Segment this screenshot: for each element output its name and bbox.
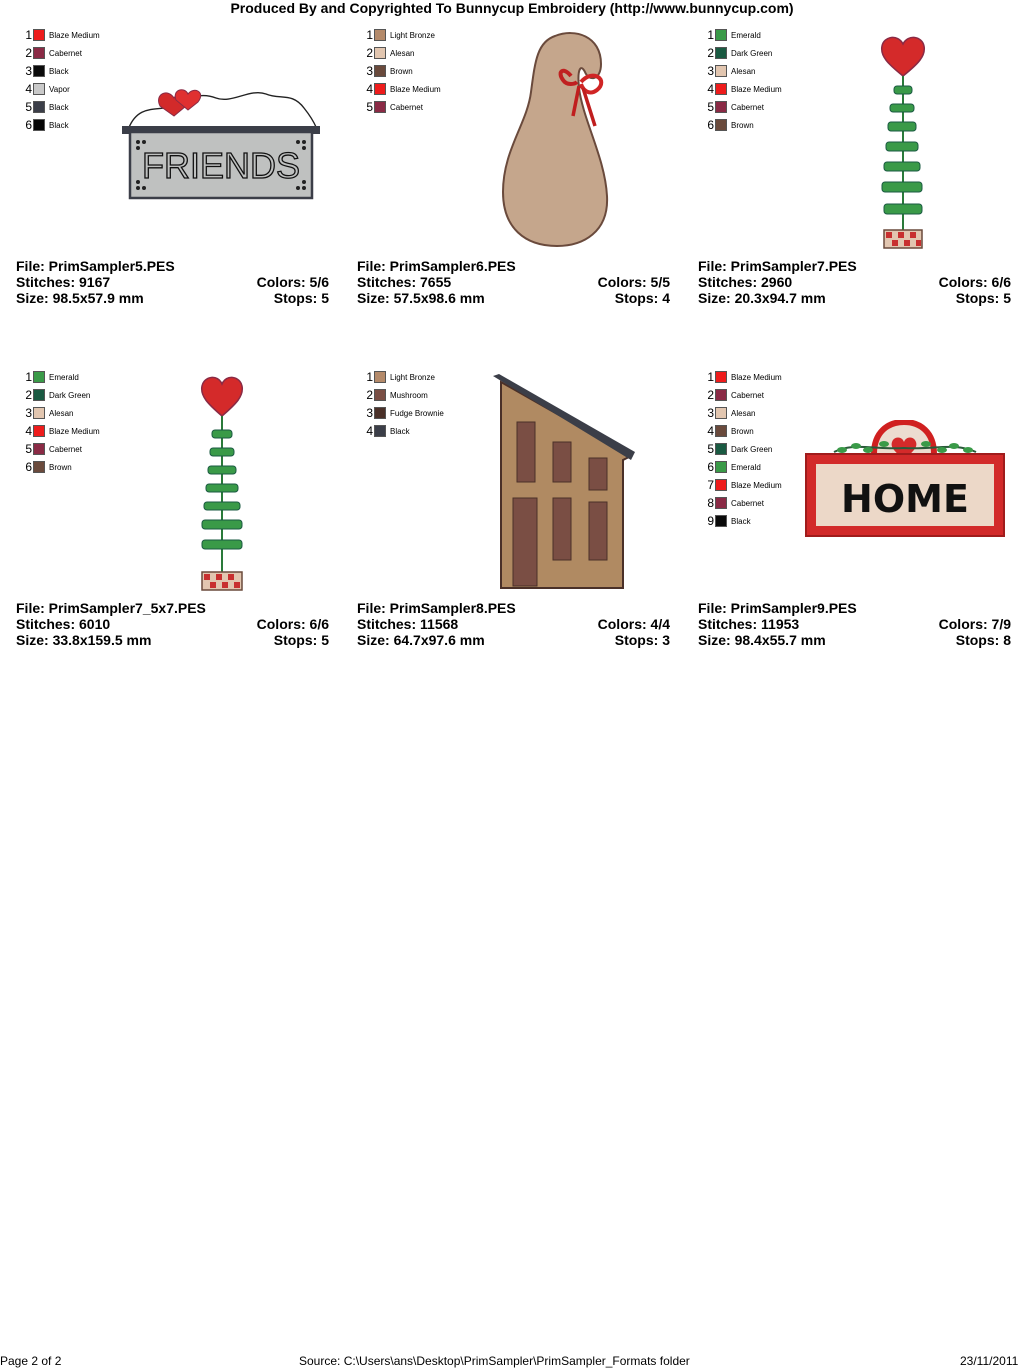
file-line [698,600,1011,616]
palette-row [702,62,782,80]
colors-label: Colors: [597,274,647,290]
thread-name: Emerald [731,462,761,472]
palette-number: 3 [707,64,714,78]
palette-number: 4 [25,424,32,438]
palette-number: 1 [366,370,373,384]
palette-row [361,386,444,404]
thread-name: Alesan [49,408,74,418]
size-stops-line [16,290,329,306]
palette-row [20,422,100,440]
stops-label: Stops: [273,632,318,648]
color-swatch [374,47,386,59]
stitches-label: Stitches: [698,616,758,632]
design-info [698,600,1011,648]
file-name: PrimSampler8.PES [389,600,516,616]
color-swatch [715,101,727,113]
color-swatch [33,65,45,77]
size-value: 33.8x159.5 mm [52,632,152,648]
design-info [357,258,670,306]
thread-name: Fudge Brownie [390,408,444,418]
thread-name: Cabernet [731,498,764,508]
palette-row [20,98,100,116]
stops-label: Stops: [955,290,1000,306]
palette-number: 2 [366,388,373,402]
design-info [357,600,670,648]
palette-number: 1 [25,370,32,384]
home-sign-text: HOME [841,477,969,521]
stitches-colors-line [16,274,329,290]
gourd-design [497,28,625,250]
thread-name: Blaze Medium [49,426,100,436]
thread-name: Brown [731,120,754,130]
palette [20,26,100,134]
heart-topiary-design [878,32,928,250]
colors-value: 6/6 [309,616,329,632]
palette-number: 9 [707,514,714,528]
color-swatch [715,371,727,383]
thread-name: Alesan [390,48,415,58]
file-label: File: [357,600,386,616]
palette-number: 6 [25,118,32,132]
palette-row [702,512,782,530]
color-swatch [33,389,45,401]
palette-number: 3 [25,64,32,78]
color-swatch [715,407,727,419]
stops-label: Stops: [955,632,1000,648]
color-swatch [715,83,727,95]
stops-value: 5 [1003,290,1011,306]
design-cell-6 [698,368,1014,688]
palette-number: 2 [707,388,714,402]
file-name: PrimSampler9.PES [730,600,857,616]
design-cell-4 [16,368,332,688]
colors-label: Colors: [938,616,988,632]
palette-row [702,98,782,116]
size-value: 98.4x55.7 mm [734,632,826,648]
palette-number: 5 [707,442,714,456]
file-name: PrimSampler7_5x7.PES [48,600,206,616]
color-swatch [715,65,727,77]
palette-number: 2 [366,46,373,60]
color-swatch [715,47,727,59]
color-swatch [715,461,727,473]
color-swatch [374,371,386,383]
thread-name: Light Bronze [390,30,435,40]
palette-row [20,44,100,62]
color-swatch [374,407,386,419]
palette-row [361,44,441,62]
thread-name: Cabernet [390,102,423,112]
heart-topiary-tall-design [200,372,244,592]
design-info [16,258,329,306]
stitches-value: 11568 [420,616,459,632]
palette-row [361,404,444,422]
colors-value: 5/6 [309,274,329,290]
palette-number: 4 [707,82,714,96]
file-label: File: [698,600,727,616]
palette-row [361,62,441,80]
thread-name: Blaze Medium [731,372,782,382]
thread-name: Vapor [49,84,70,94]
palette-number: 5 [25,100,32,114]
palette-number: 8 [707,496,714,510]
home-sign-design [804,420,1006,540]
palette-row [361,98,441,116]
stitches-label: Stitches: [16,274,76,290]
palette-number: 5 [366,100,373,114]
size-value: 57.5x98.6 mm [393,290,485,306]
size-stops-line [16,632,329,648]
palette-number: 7 [707,478,714,492]
palette-row [361,80,441,98]
file-line [357,258,670,274]
design-info [16,600,329,648]
palette-row [20,26,100,44]
footer-source: Source: C:\Users\ans\Desktop\PrimSampler\PrimSampler_Formats folder [299,1354,690,1368]
color-swatch [715,425,727,437]
thread-name: Dark Green [49,390,91,400]
palette-number: 1 [366,28,373,42]
palette-row [702,476,782,494]
friends-sign-design [120,82,324,204]
palette-row [361,26,441,44]
color-swatch [33,47,45,59]
thread-name: Black [49,66,69,76]
stitches-colors-line [698,274,1011,290]
palette-row [702,116,782,134]
size-label: Size: [16,632,49,648]
file-name: PrimSampler7.PES [730,258,857,274]
color-swatch [374,389,386,401]
color-swatch [715,119,727,131]
design-cell-2 [357,26,673,346]
thread-name: Dark Green [731,444,773,454]
stitches-colors-line [16,616,329,632]
thread-name: Cabernet [731,390,764,400]
friends-sign-text: FRIENDS [141,145,301,186]
size-label: Size: [357,632,390,648]
palette-number: 4 [25,82,32,96]
size-stops-line [357,632,670,648]
design-info [698,258,1011,306]
thread-name: Light Bronze [390,372,435,382]
palette-row [702,458,782,476]
palette-number: 4 [366,82,373,96]
palette-row [361,422,444,440]
color-swatch [374,29,386,41]
stitches-label: Stitches: [16,616,76,632]
thread-name: Cabernet [49,444,82,454]
color-swatch [33,371,45,383]
color-swatch [715,515,727,527]
design-cell-5 [357,368,673,688]
palette-number: 2 [25,388,32,402]
footer-date: 23/11/2011 [960,1354,1019,1368]
color-swatch [715,29,727,41]
palette-number: 3 [707,406,714,420]
color-swatch [33,461,45,473]
colors-value: 5/5 [650,274,670,290]
size-value: 20.3x94.7 mm [734,290,826,306]
thread-name: Emerald [731,30,761,40]
palette-number: 5 [707,100,714,114]
color-swatch [33,407,45,419]
palette [361,368,444,440]
stitches-colors-line [698,616,1011,632]
colors-label: Colors: [597,616,647,632]
color-swatch [374,83,386,95]
size-label: Size: [698,290,731,306]
stitches-value: 9167 [79,274,111,290]
palette-row [20,458,100,476]
color-swatch [374,101,386,113]
stops-value: 5 [321,290,329,306]
thread-name: Cabernet [49,48,82,58]
stops-value: 8 [1003,632,1011,648]
file-name: PrimSampler5.PES [48,258,175,274]
palette-row [702,422,782,440]
file-line [698,258,1011,274]
stitches-label: Stitches: [357,616,417,632]
palette-row [702,44,782,62]
file-label: File: [698,258,727,274]
thread-name: Alesan [731,66,756,76]
color-swatch [33,425,45,437]
palette-row [702,404,782,422]
palette-number: 1 [25,28,32,42]
color-swatch [33,101,45,113]
size-stops-line [698,632,1011,648]
palette-number: 6 [707,118,714,132]
file-name: PrimSampler6.PES [389,258,516,274]
palette-row [702,26,782,44]
palette-number: 4 [366,424,373,438]
stops-label: Stops: [614,290,659,306]
colors-label: Colors: [256,616,306,632]
size-value: 98.5x57.9 mm [52,290,144,306]
palette-row [702,440,782,458]
palette-row [20,116,100,134]
palette-row [20,404,100,422]
palette-number: 3 [25,406,32,420]
palette-number: 3 [366,64,373,78]
palette-row [20,62,100,80]
color-swatch [33,443,45,455]
palette-number: 3 [366,406,373,420]
palette-number: 1 [707,370,714,384]
thread-name: Alesan [731,408,756,418]
thread-name: Dark Green [731,48,773,58]
colors-value: 7/9 [991,616,1011,632]
thread-name: Brown [390,66,413,76]
palette [702,26,782,134]
color-swatch [374,65,386,77]
thread-name: Blaze Medium [731,84,782,94]
size-stops-line [357,290,670,306]
stitches-value: 11953 [761,616,800,632]
color-swatch [33,29,45,41]
size-value: 64.7x97.6 mm [393,632,485,648]
color-swatch [715,479,727,491]
color-swatch [374,425,386,437]
palette-number: 2 [707,46,714,60]
size-label: Size: [357,290,390,306]
thread-name: Blaze Medium [49,30,100,40]
palette-row [20,80,100,98]
color-swatch [715,389,727,401]
thread-name: Mushroom [390,390,428,400]
palette-row [702,80,782,98]
color-swatch [715,443,727,455]
palette-number: 5 [25,442,32,456]
thread-name: Blaze Medium [731,480,782,490]
color-swatch [715,497,727,509]
color-swatch [33,119,45,131]
palette [702,368,782,530]
file-line [16,600,329,616]
colors-label: Colors: [256,274,306,290]
file-label: File: [16,258,45,274]
colors-label: Colors: [938,274,988,290]
thread-name: Black [390,426,410,436]
palette-row [702,494,782,512]
file-line [357,600,670,616]
page-header: Produced By and Copyrighted To Bunnycup Embroidery (http://www.bunnycup.com) [230,0,794,16]
file-label: File: [357,258,386,274]
palette-row [361,368,444,386]
design-cell-3 [698,26,1014,346]
size-label: Size: [16,290,49,306]
stops-value: 4 [662,290,670,306]
design-cell-1 [16,26,332,346]
stops-value: 3 [662,632,670,648]
stitches-value: 7655 [420,274,452,290]
thread-name: Black [49,120,69,130]
stops-label: Stops: [273,290,318,306]
file-line [16,258,329,274]
stitches-colors-line [357,616,670,632]
stops-label: Stops: [614,632,659,648]
file-label: File: [16,600,45,616]
palette-row [20,386,100,404]
saltbox-house-design [491,372,637,592]
size-label: Size: [698,632,731,648]
size-stops-line [698,290,1011,306]
palette-row [702,386,782,404]
stitches-value: 2960 [761,274,793,290]
thread-name: Black [731,516,751,526]
stitches-label: Stitches: [698,274,758,290]
palette-number: 6 [25,460,32,474]
palette-row [20,368,100,386]
thread-name: Blaze Medium [390,84,441,94]
footer-page: Page 2 of 2 [0,1354,62,1368]
thread-name: Emerald [49,372,79,382]
palette-number: 2 [25,46,32,60]
thread-name: Black [49,102,69,112]
stitches-label: Stitches: [357,274,417,290]
palette [361,26,441,116]
stitches-value: 6010 [79,616,111,632]
palette [20,368,100,476]
stitches-colors-line [357,274,670,290]
stops-value: 5 [321,632,329,648]
palette-row [20,440,100,458]
palette-number: 6 [707,460,714,474]
palette-row [702,368,782,386]
colors-value: 4/4 [650,616,670,632]
colors-value: 6/6 [991,274,1011,290]
color-swatch [33,83,45,95]
palette-number: 1 [707,28,714,42]
thread-name: Cabernet [731,102,764,112]
thread-name: Brown [49,462,72,472]
thread-name: Brown [731,426,754,436]
palette-number: 4 [707,424,714,438]
